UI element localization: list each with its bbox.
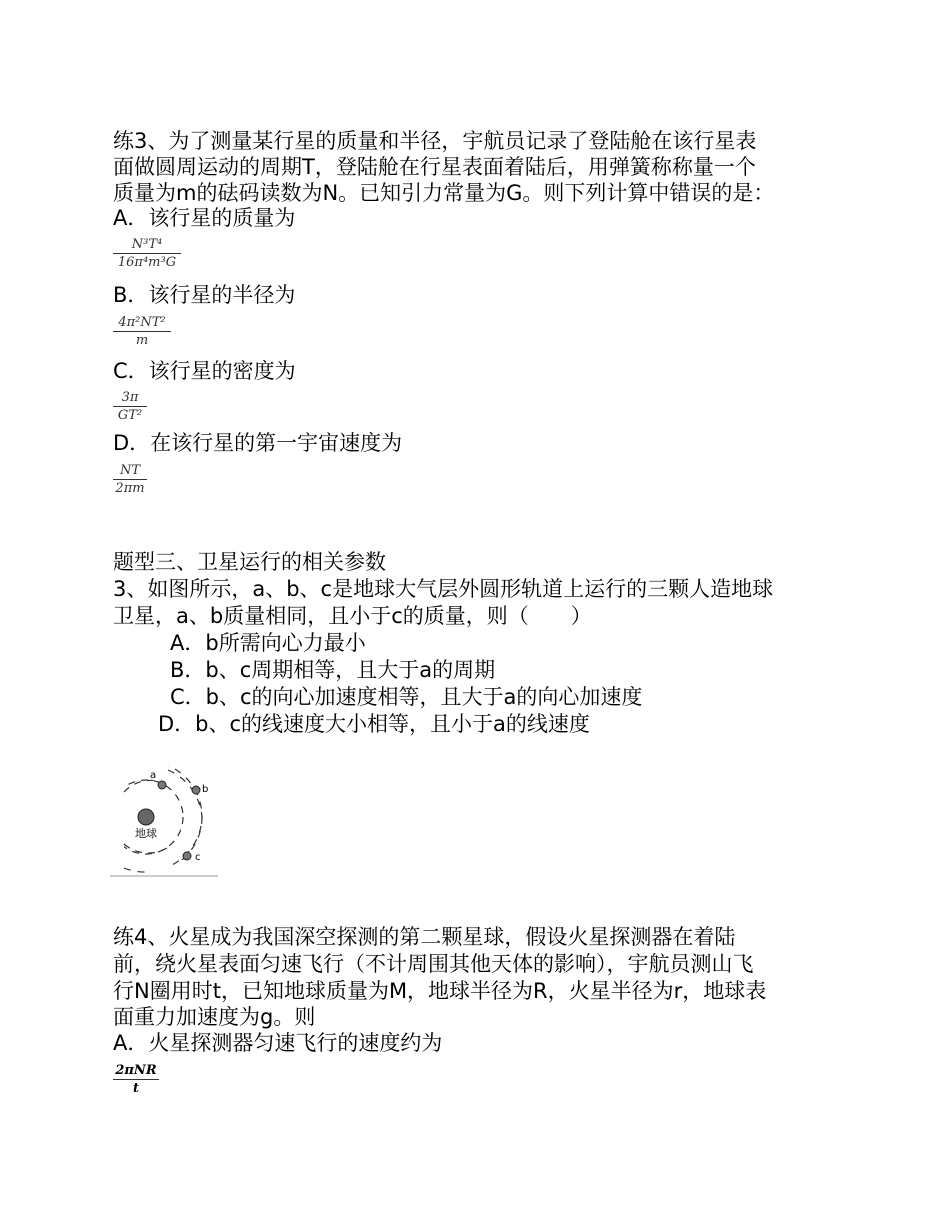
orbit-diagram xyxy=(110,762,220,880)
earth-icon xyxy=(138,809,154,825)
question3-option-c: C．b、c的向心加速度相等，且大于a的向心加速度 xyxy=(170,685,643,709)
practice4-option-a: A．火星探测器匀速飞行的速度约为 xyxy=(113,1031,443,1055)
satellite-b-icon xyxy=(192,786,200,794)
formula-velocity-numerator: NT xyxy=(119,463,141,478)
formula-radius xyxy=(113,314,171,349)
satellite-a-icon xyxy=(158,781,166,789)
practice4-line-1: 练4、火星成为我国深空探测的第二颗星球，假设火星探测器在着陆 xyxy=(113,925,736,949)
formula-radius-denominator: m xyxy=(135,333,149,348)
section-title: 题型三、卫星运行的相关参数 xyxy=(113,550,386,574)
practice3-line-3: 质量为m的砝码读数为N。已知引力常量为G。则下列计算中错误的是： xyxy=(113,181,775,205)
formula-density-denominator: GT² xyxy=(117,408,143,423)
practice3-option-c: C．该行星的密度为 xyxy=(113,359,296,383)
formula-probe-speed xyxy=(113,1062,159,1097)
formula-velocity-denominator: 2πm xyxy=(115,481,145,496)
practice4-line-2: 前，绕火星表面匀速飞行（不计周围其他天体的影响），宇航员测山飞 xyxy=(113,952,754,976)
satellite-b-label: b xyxy=(202,784,209,795)
practice3-option-a: A．该行星的质量为 xyxy=(113,206,296,230)
formula-mass-denominator: 16π⁴m³G xyxy=(117,255,177,270)
practice4-line-3: 行N圈用时t，已知地球质量为M，地球半径为R，火星半径为r，地球表 xyxy=(113,979,767,1003)
formula-probe-denominator: t xyxy=(132,1081,139,1096)
practice4-line-4: 面重力加速度为g。则 xyxy=(113,1005,316,1029)
formula-first-cosmic-velocity xyxy=(113,462,147,497)
satellite-c-icon xyxy=(183,852,191,860)
question3-option-d: D．b、c的线速度大小相等，且小于a的线速度 xyxy=(158,712,590,736)
formula-density xyxy=(113,389,147,424)
satellite-a-label: a xyxy=(150,770,157,781)
question3-line-2: 卫星，a、b质量相同，且小于c的质量，则（ ） xyxy=(113,604,592,628)
formula-mass-numerator: N³T⁴ xyxy=(131,237,163,252)
formula-radius-numerator: 4π²NT² xyxy=(118,315,166,330)
practice3-line-2: 面做圆周运动的周期T，登陆舱在行星表面着陆后，用弹簧称称量一个 xyxy=(113,155,756,179)
satellite-c-label: c xyxy=(195,852,201,863)
practice3-line-1: 练3、为了测量某行星的质量和半径，宇航员记录了登陆舱在该行星表 xyxy=(113,129,757,153)
earth-label: 地球 xyxy=(135,827,157,840)
question3-option-b: B．b、c周期相等，且大于a的周期 xyxy=(170,658,496,682)
practice3-option-b: B．该行星的半径为 xyxy=(113,283,296,307)
formula-probe-numerator: 2πNR xyxy=(115,1063,157,1078)
practice3-option-d: D．在该行星的第一宇宙速度为 xyxy=(113,431,403,455)
formula-mass xyxy=(113,236,181,271)
question3-option-a: A．b所需向心力最小 xyxy=(170,631,366,655)
question3-line-1: 3、如图所示，a、b、c是地球大气层外圆形轨道上运行的三颗人造地球 xyxy=(113,577,774,601)
formula-density-numerator: 3π xyxy=(121,390,139,405)
